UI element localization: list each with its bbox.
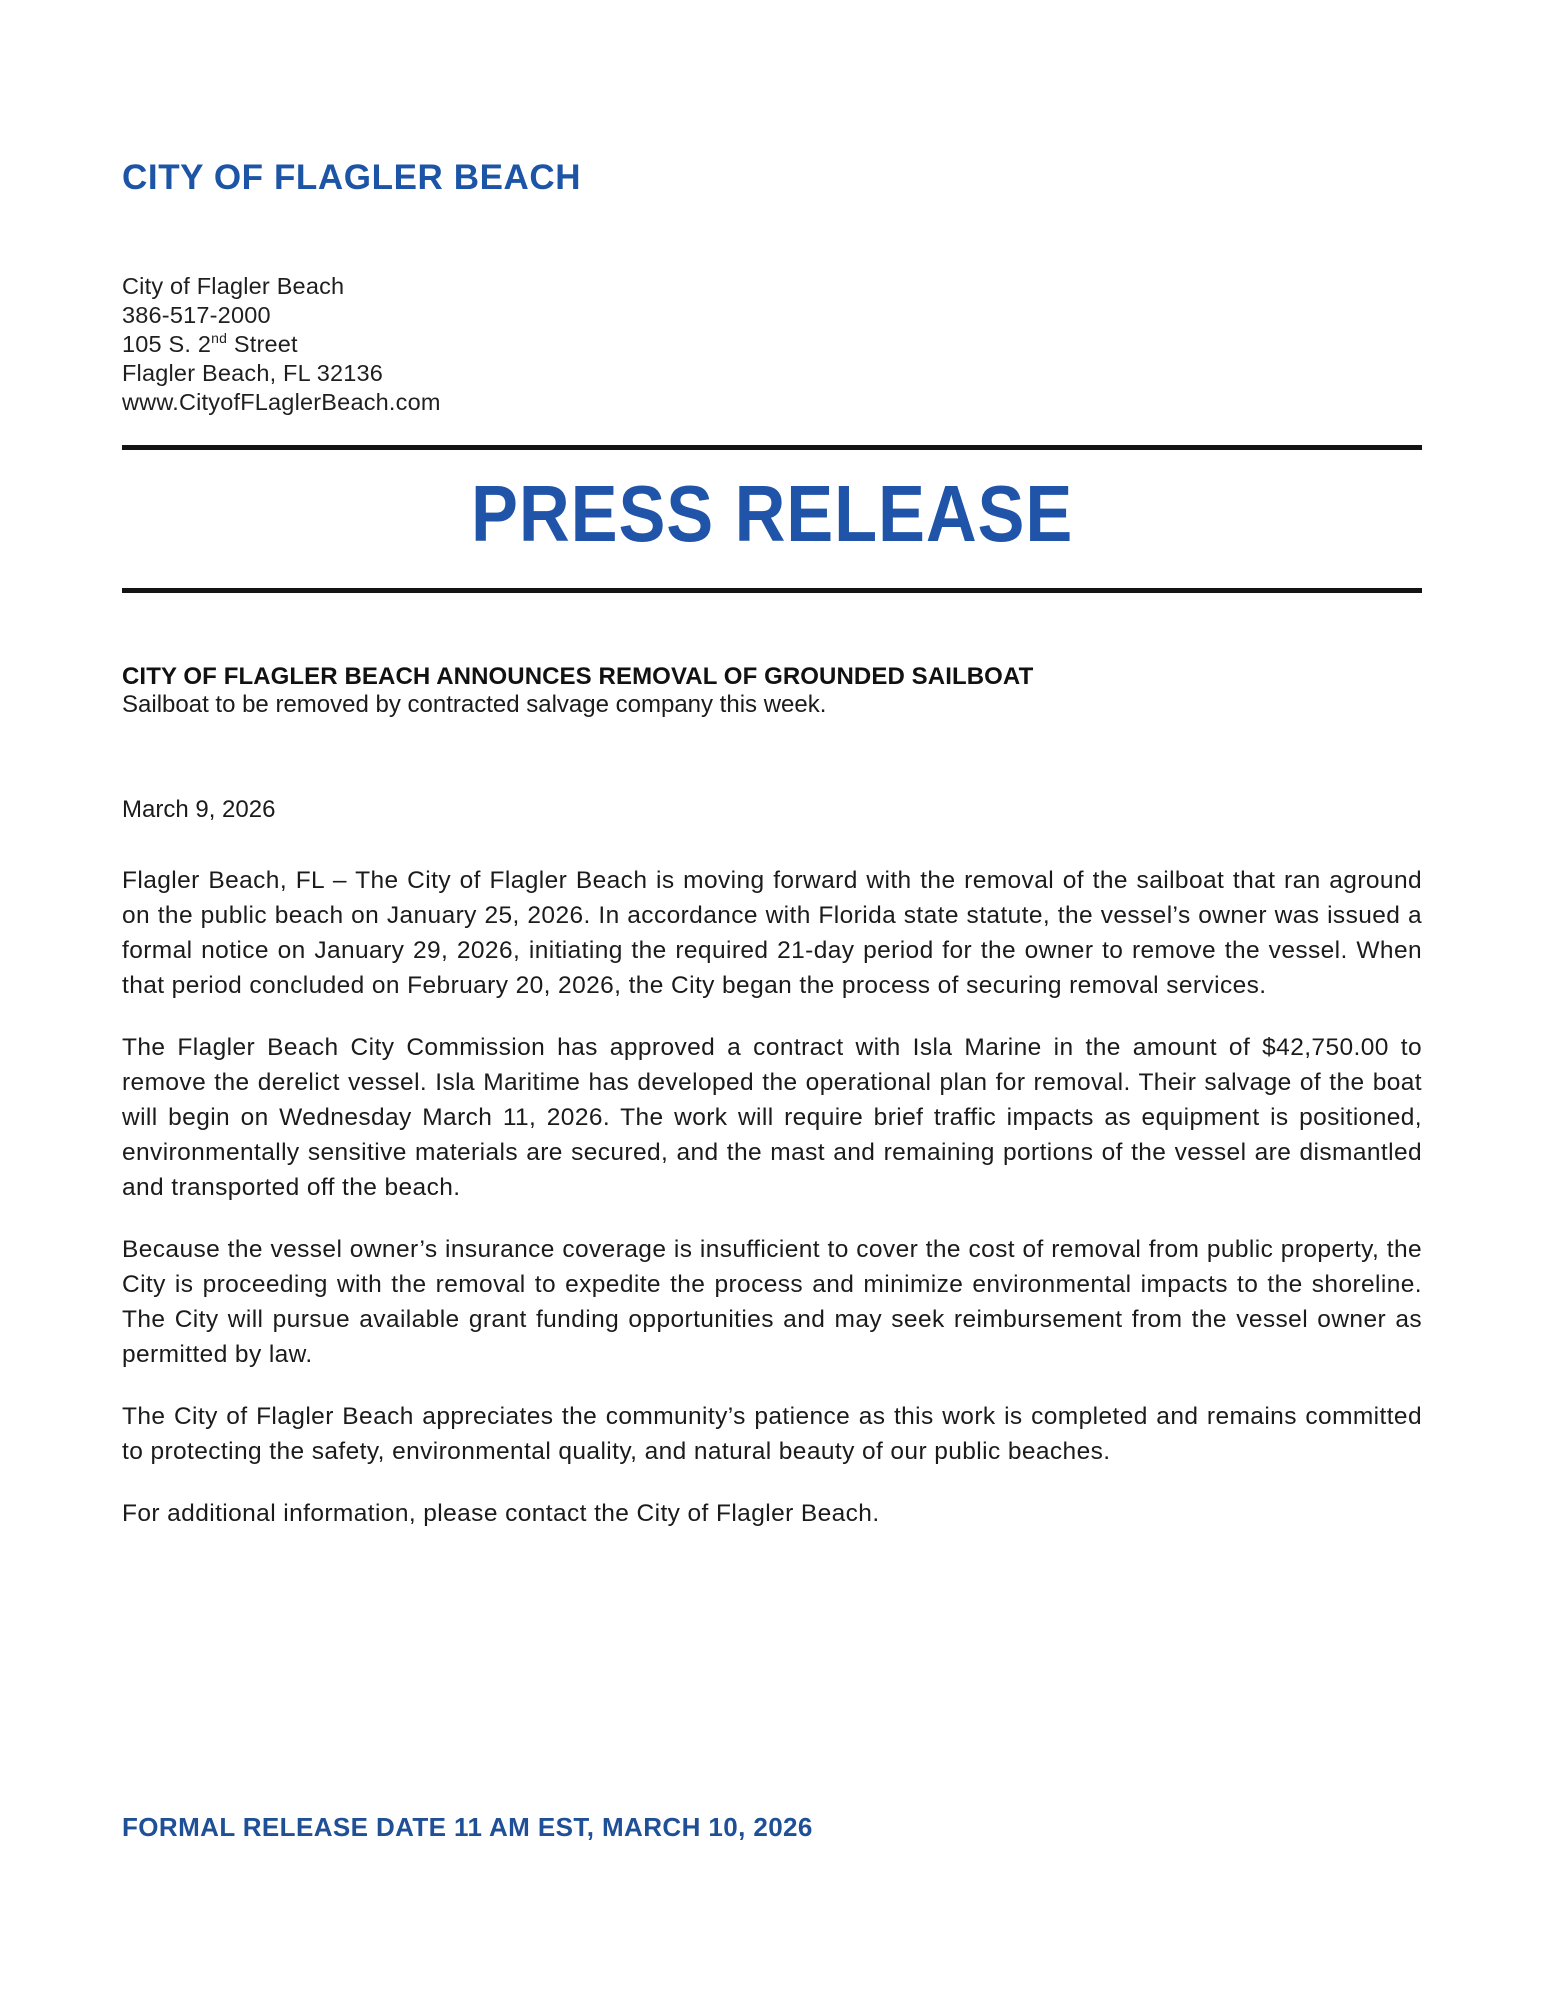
contact-street-ordinal: nd (211, 330, 228, 347)
release-body (122, 863, 1422, 1531)
press-release-banner-title: PRESS RELEASE (470, 469, 1074, 558)
letterhead-org-name: CITY OF FLAGLER BEACH (122, 158, 582, 197)
rule-above-banner (122, 445, 1422, 450)
rule-below-banner (122, 588, 1422, 593)
headline-block (122, 663, 1422, 719)
contact-street (122, 330, 1422, 359)
contact-phone: 386-517-2000 (122, 302, 271, 328)
formal-release-date-footer: FORMAL RELEASE DATE 11 AM EST, MARCH 10, 2026 (122, 1812, 813, 1842)
contact-street-prefix: 105 S. 2 (122, 331, 212, 357)
body-paragraph-5: For additional information, please contact the City of Flagler Beach. (122, 1500, 880, 1527)
release-headline: CITY OF FLAGLER BEACH ANNOUNCES REMOVAL OF GROUNDED SAILBOAT (122, 663, 1034, 690)
contact-city-state-zip: Flagler Beach, FL 32136 (122, 360, 384, 386)
body-paragraph-1: Flagler Beach, FL – The City of Flagler Beach is moving forward with the removal of the sailboat that ran aground on the public beach on January 25, 2026. In accordance with Florida state statute, the vessel’s owner was issued a formal notice on January 29, 2026, initiating the required 21-day period for the owner to remove the vessel. When that period concluded on February 20, 2026, the City began the process of securing removal services. (122, 867, 1422, 999)
contact-website: www.CityofFLaglerBeach.com (122, 389, 441, 415)
release-subheadline: Sailboat to be removed by contracted salvage company this week. (122, 691, 827, 718)
contact-name: City of Flagler Beach (122, 273, 345, 299)
contact-street-suffix: Street (227, 331, 298, 357)
body-paragraph-2: The Flagler Beach City Commission has approved a contract with Isla Marine in the amount of $42,750.00 to remove the derelict vessel. Isla Maritime has developed the operational plan for removal. Their salvage of the boat will begin on Wednesday March 11, 2026. The work will require brief traffic impacts as equipment is positioned, environmentally sensitive materials are secured, and the mast and remaining portions of the vessel are dismantled and transported off the beach. (122, 1034, 1422, 1201)
document-content (0, 158, 1545, 1531)
body-paragraph-3: Because the vessel owner’s insurance coverage is insufficient to cover the cost of removal from public property, the City is proceeding with the removal to expedite the process and minimize environmental impacts to the shoreline. The City will pursue available grant funding opportunities and may seek reimbursement from the vessel owner as permitted by law. (122, 1236, 1422, 1368)
release-date: March 9, 2026 (122, 796, 276, 823)
letterhead-contact-block (122, 272, 1422, 417)
body-paragraph-4: The City of Flagler Beach appreciates the community’s patience as this work is completed and remains committed to protecting the safety, environmental quality, and natural beauty of our public beaches. (122, 1403, 1422, 1465)
press-release-banner (122, 466, 1422, 562)
